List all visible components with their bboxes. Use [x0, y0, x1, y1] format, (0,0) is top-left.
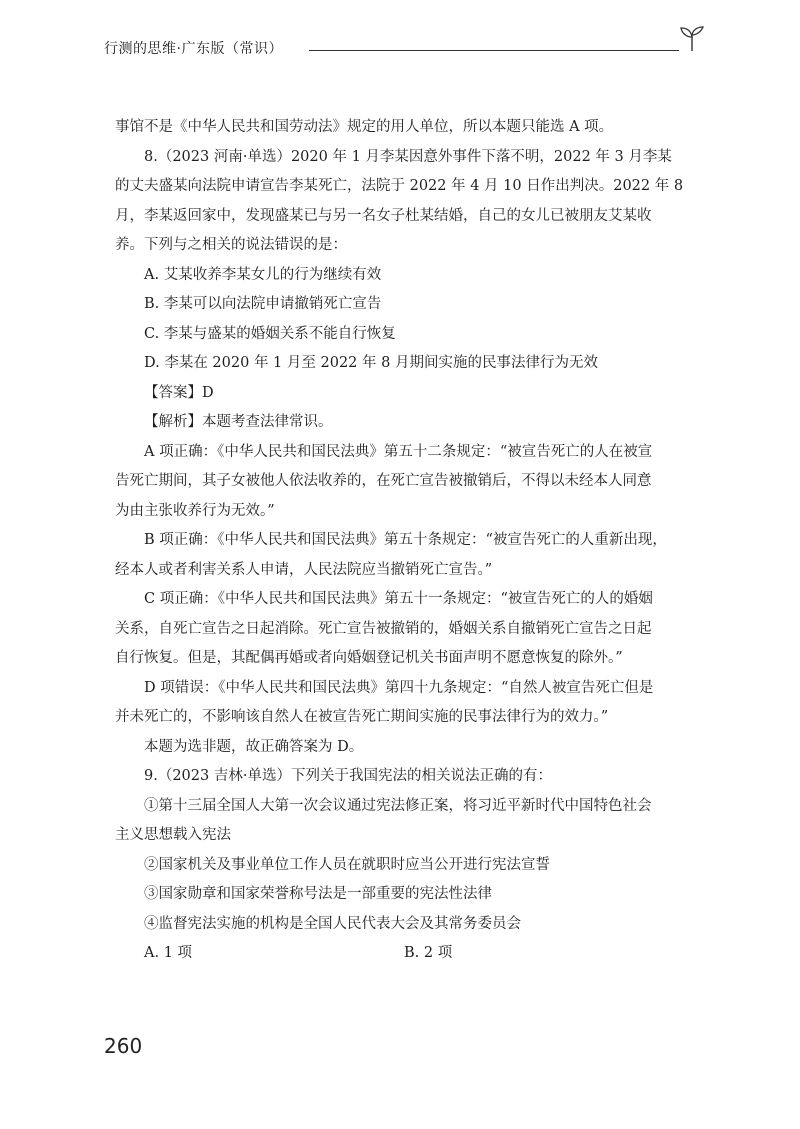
- text-line: 本题为选非题，故正确答案为 D。: [144, 738, 364, 755]
- option-a: A. 1 项: [144, 945, 193, 961]
- text-line: 主义思想载入宪法: [115, 827, 231, 843]
- text-line: ③国家勋章和国家荣誉称号法是一部重要的宪法性法律: [144, 886, 492, 902]
- text-line: ①第十三届全国人大第一次会议通过宪法修正案，将习近平新时代中国特色社会: [144, 797, 652, 814]
- text-line: 月，李某返回家中，发现盛某已与另一名女子杜某结婚，自己的女儿已被朋友艾某收: [115, 207, 652, 224]
- text-line: A. 艾某收养李某女儿的行为继续有效: [144, 266, 382, 283]
- page-body: [115, 113, 715, 969]
- text-line: 9.（2023 吉林·单选）下列关于我国宪法的相关说法正确的有：: [144, 768, 552, 784]
- header-rule: [309, 50, 679, 51]
- text-line: 自行恢复。但是，其配偶再婚或者向婚姻登记机关书面声明不愿意恢复的除外。”: [115, 650, 623, 666]
- text-line: 养。下列与之相关的说法错误的是：: [115, 237, 347, 253]
- text-line: 8.（2023 河南·单选）2020 年 1 月李某因意外事件下落不明，2022 年 3 月李某: [144, 148, 672, 165]
- text-line: C. 李某与盛某的婚姻关系不能自行恢复: [144, 325, 396, 342]
- header-title: 行测的思维·广东版（常识）: [104, 41, 283, 57]
- running-header: [104, 38, 704, 62]
- option-b: B. 2 项: [404, 945, 453, 961]
- text-line: C 项正确：《中华人民共和国民法典》第五十一条规定：“被宣告死亡的人的婚姻: [144, 591, 653, 607]
- text-line: B 项正确：《中华人民共和国民法典》第五十条规定：“被宣告死亡的人重新出现，: [144, 532, 667, 548]
- text-line: 事馆不是《中华人民共和国劳动法》规定的用人单位，所以本题只能选 A 项。: [115, 119, 614, 135]
- text-line: 【解析】本题考查法律常识。: [144, 414, 333, 430]
- text-line: B. 李某可以向法院申请撤销死亡宣告: [144, 296, 382, 312]
- text-lines: [115, 113, 715, 939]
- page-number: 260: [104, 1034, 143, 1058]
- text-line: 并未死亡的，不影响该自然人在被宣告死亡期间实施的民事法律行为的效力。”: [115, 709, 609, 725]
- text-line: D 项错误：《中华人民共和国民法典》第四十九条规定：“自然人被宣告死亡但是: [144, 679, 654, 696]
- text-line: 【答案】D: [144, 384, 214, 401]
- text-line: ④监督宪法实施的机构是全国人民代表大会及其常务委员会: [144, 915, 521, 932]
- text-line: ②国家机关及事业单位工作人员在就职时应当公开进行宪法宣誓: [144, 856, 550, 873]
- text-line: 的丈夫盛某向法院申请宣告李某死亡，法院于 2022 年 4 月 10 日作出判决。2022 年 8: [115, 178, 684, 194]
- text-line: 经本人或者利害关系人申请，人民法院应当撤销死亡宣告。”: [115, 561, 493, 578]
- text-line: 告死亡期间，其子女被他人依法收养的，在死亡宣告被撤销后，不得以未经本人同意: [115, 473, 652, 489]
- text-line: D. 李某在 2020 年 1 月至 2022 年 8 月期间实施的民事法律行为无效: [144, 355, 598, 371]
- sprout-icon: [678, 24, 706, 52]
- text-line: 为由主张收养行为无效。”: [115, 502, 275, 519]
- text-line: 关系，自死亡宣告之日起消除。死亡宣告被撤销的，婚姻关系自撤销死亡宣告之日起: [115, 620, 652, 637]
- text-line: A 项正确：《中华人民共和国民法典》第五十二条规定：“被宣告死亡的人在被宣: [144, 443, 653, 460]
- options-row: [115, 939, 715, 969]
